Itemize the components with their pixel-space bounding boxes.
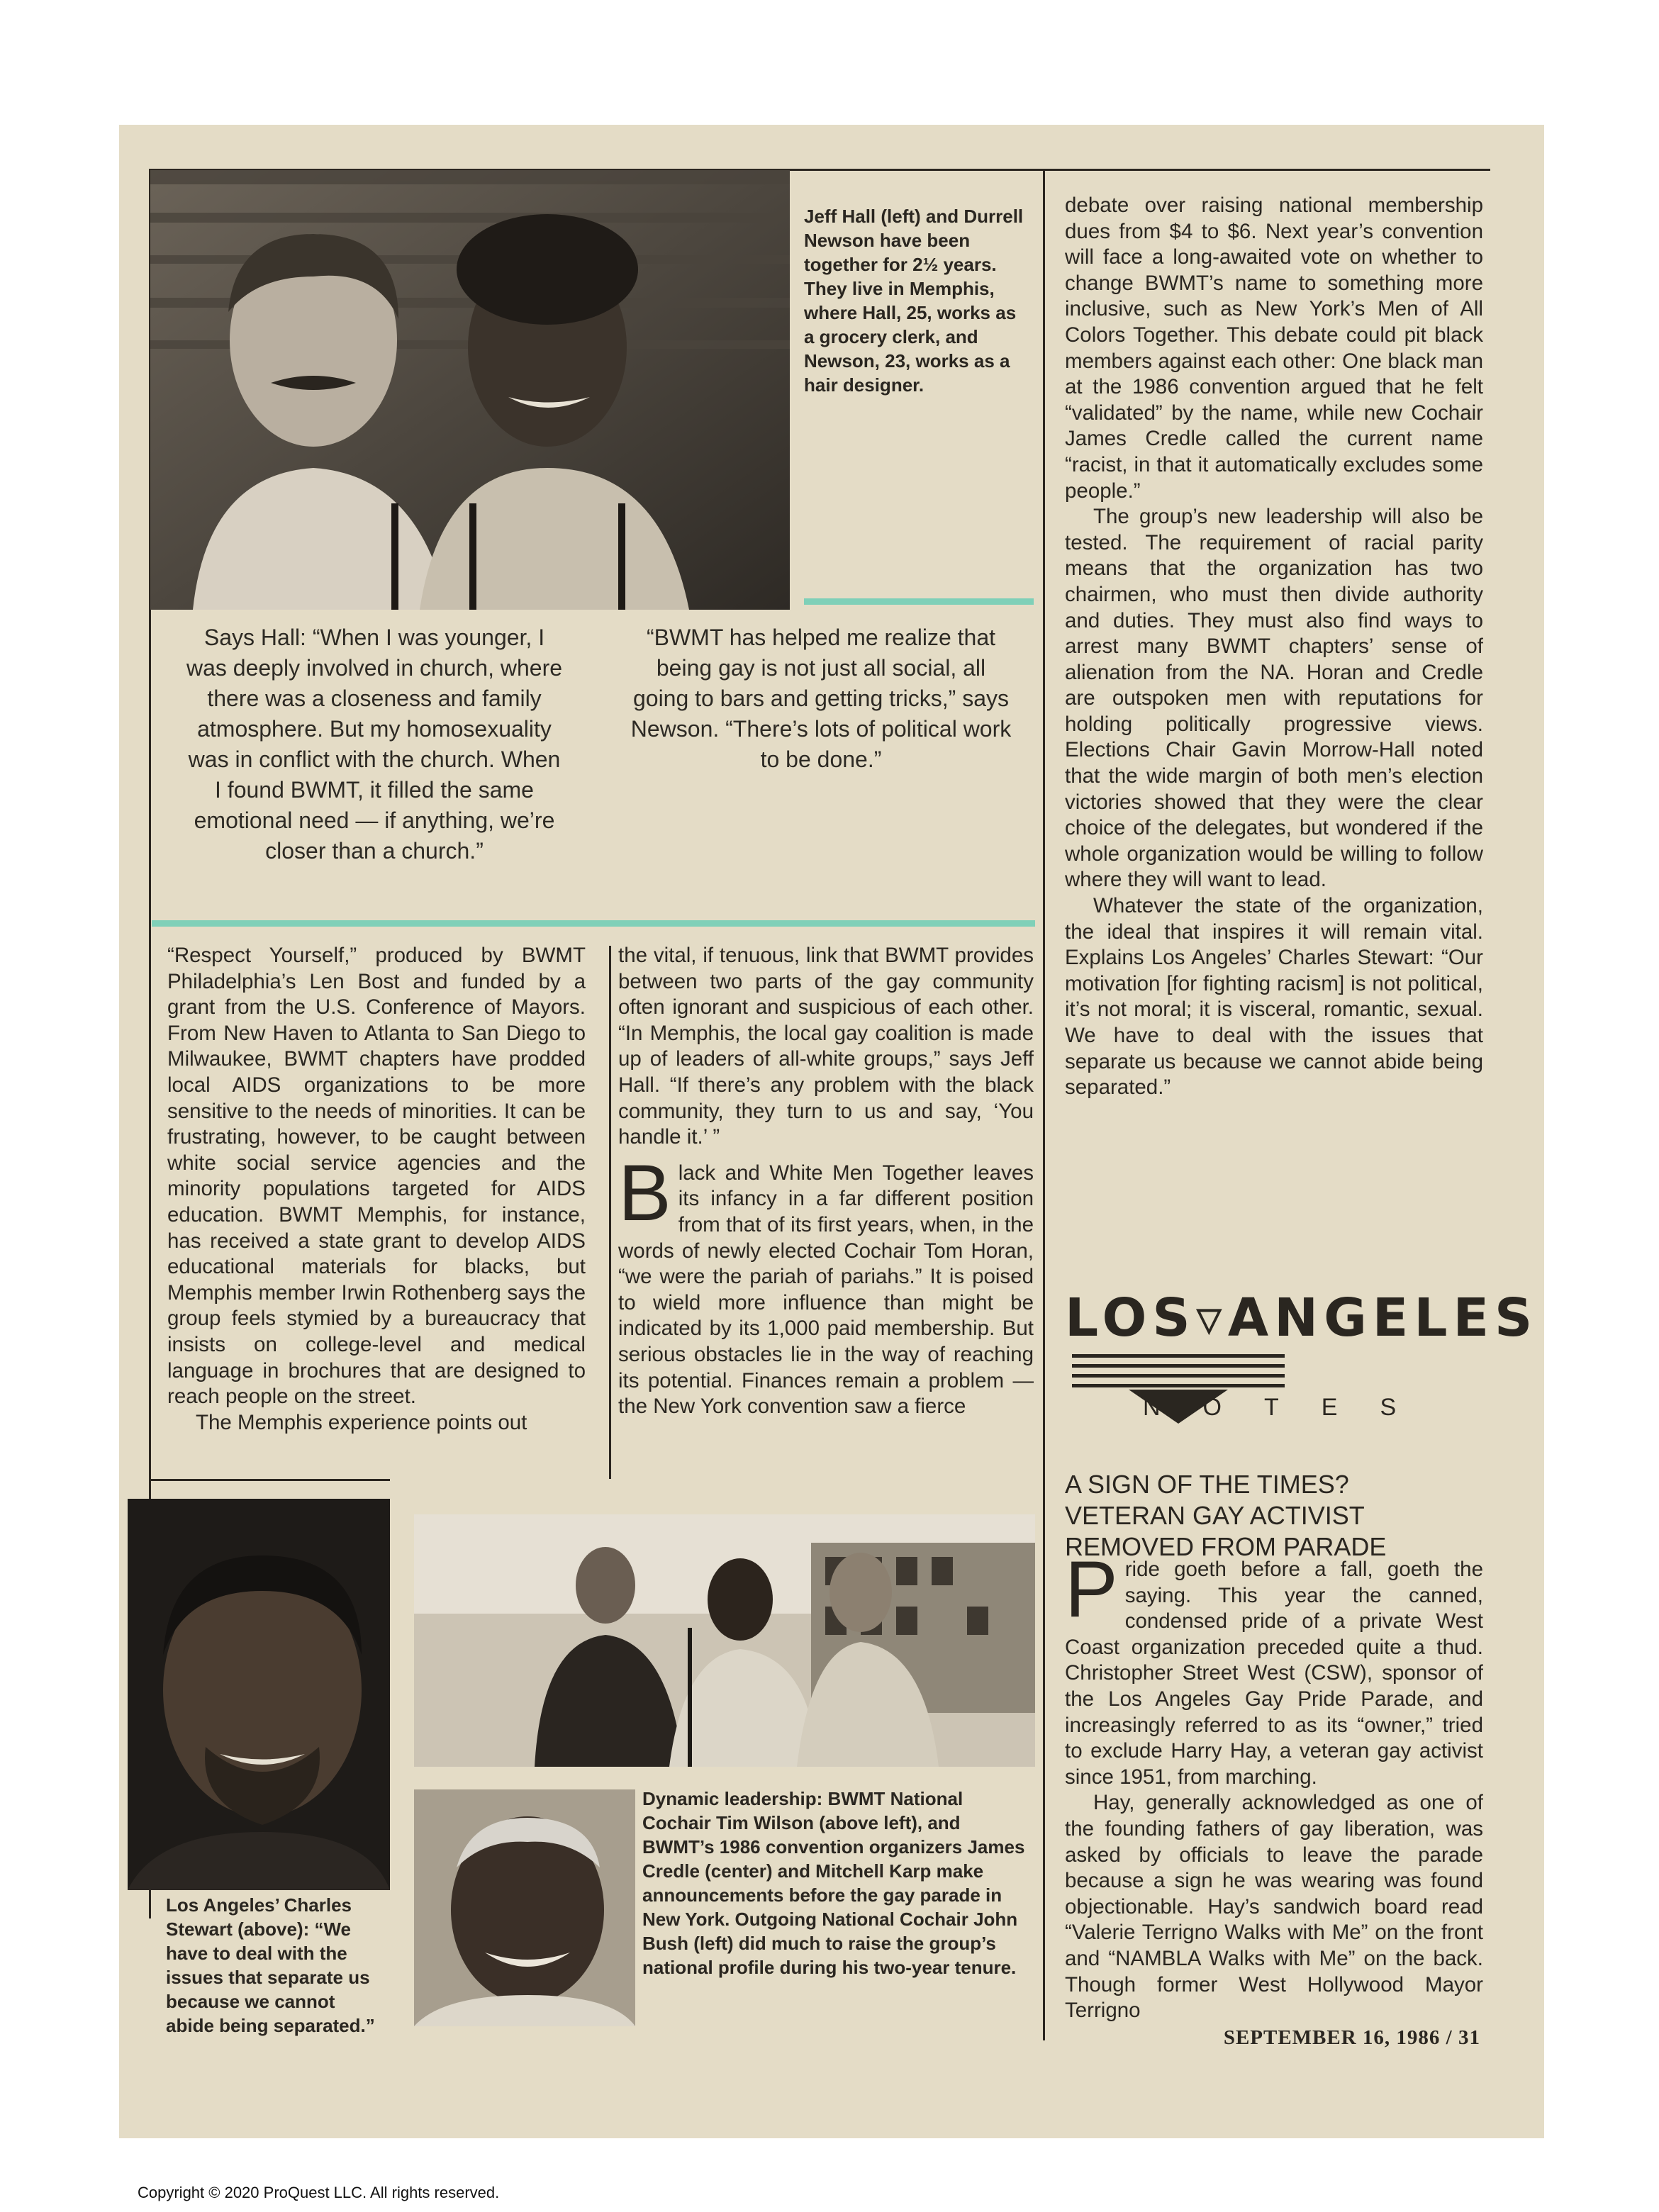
la-notes-headline: A SIGN OF THE TIMES? VETERAN GAY ACTIVIST REMOVED FROM PARADE [1065,1470,1387,1561]
parade-photo [414,1514,1035,1767]
pull-quote-newson: “BWMT has helped me realize that being gay is not just all social, all going to bars and getting tricks,” says Newson. “There’s lots of political work to be done.” [630,625,1012,772]
top-photo-caption: Jeff Hall (left) and Durrell Newson have been together for 2½ years. They live in Memphis, where Hall, 25, works as a grocery clerk, and Newson, 23, works as a hair designer. [804,206,1024,396]
photo-rule [149,1479,390,1481]
accent-rule-short [804,598,1034,605]
column-three-top-text: debate over raising national membership dues from $4 to $6. Next year’s convention will face a long-awaited vote on whether to change BWMT’s name to something more inclusive, such as New York’s Men of All Colors Together. This debate could pit black members against each other: One black man at the 1986 convention argued that he felt “validated” by the name, while new Cochair James Credle called the current name “racist, in that it automatically excludes some people.” The group’s new leadership will also be tested. The requirement of racial parity means that the organization has two chairmen, who must then divide authority and duties. They must also find ways to arrest many BWMT chapters’ sense of alienation from the NA. Horan and Credle are outspoken men with reputations for holding politically progressive views. Elections Chair Gavin Morrow-Hall noted that the wide margin of both men’s election victories showed that they were the clear choice of the delegates, but wondered if the whole organization would be willing to follow where they will want to lead. Whatever the state of the organization, the ideal that inspires it will remain vital. Explains Los Angeles’ Charles Stewart: “Our motivation [for fighting racism] is not political, it’s not moral; it is visceral, romantic, sexual. We have to deal with the issues that separate us because we cannot abide being separated.” [1065,194,1483,1100]
accent-rule-long [152,920,1035,927]
los-angeles-logo-subtitle: NOTES [1143,1394,1439,1421]
la-notes-text: Pride goeth before a fall, goeth the saying. This year the canned, condensed pride of a private West Coast organization preceded quite a thud. Christopher Street West (CSW), sponsor of the Los Angeles Gay Pride Parade, and increasingly referred to as its “owner,” tried to exclude Harry Hay, a veteran gay activist since 1951, from marching. Hay, generally acknowledged as one of the founding fathers of gay liberation, was asked by officials to leave the parade because a sign he was wearing was found objectionable. Hay’s sandwich board read “Valerie Terrigno Walks with Me” on the front and “NAMBLA Walks with Me” on the back. Though former West Hollywood Mayor Terrigno [1065,1545,1483,2023]
column-two-text: the vital, if tenuous, link that BWMT provides between two parts of the gay community often ignorant and suspicious of each other. “In Memphis, the local gay coalition is made up of leaders of all-white groups,” says Jeff Hall. “If there’s any problem with the black community, they turn to us and say, ‘You handle it.’ ” Black and White Men Together leaves its infancy in a far different position from that of its first years, when, in the words of newly elected Cochair Tom Horan, “we were the pariah of pariahs.” It is poised to wield more influence than might be indicated by its 1,000 paid membership. But serious obstacles lie in the way of reaching its potential. Finances remain a problem — the New York convention saw a fierce [618,944,1034,1419]
column-one-text: “Respect Yourself,” produced by BWMT Philadelphia’s Len Bost and funded by a grant from the U.S. Conference of Mayors. From New Haven to Atlanta to San Diego to Milwaukee, BWMT chapters have prodded local AIDS organizations to be more sensitive to the needs of minorities. It can be frustrating, however, to be caught between white social service agencies and the minority populations targeted for AIDS education. BWMT Memphis, for instance, has received a state grant to develop AIDS educational materials for blacks, but Memphis member Irwin Rothenberg says the group feels stymied by a bureaucracy that insists on college-level and medical language in brochures that are designed to reach people on the street. The Memphis experience points out [167,944,586,1434]
los-angeles-notes-logo [1065,1287,1538,1429]
bush-photo [414,1789,635,2026]
leadership-caption: Dynamic leadership: BWMT National Cochair Tim Wilson (above left), and BWMT’s 1986 convention organizers James Credle (center) and Mitchell Karp make announcements before the gay parade in New York. Outgoing National Cochair John Bush (left) did much to raise the group’s national profile during his two-year tenure. [642,1788,1025,1978]
drop-cap-b: B [618,1148,671,1237]
stewart-caption: Los Angeles’ Charles Stewart (above): “We have to deal with the issues that separate us because we cannot abide being separated.” [166,1894,375,2036]
stewart-photo [128,1499,390,1890]
copyright-notice: Copyright © 2020 ProQuest LLC. All rights reserved. [138,2184,500,2201]
los-angeles-logo-title: LOS▿ANGELES [1065,1287,1538,1348]
page-folio: SEPTEMBER 16, 1986 / 31 [1223,2026,1480,2049]
top-photo [150,170,790,610]
pull-quote-hall: Says Hall: “When I was younger, I was deeply involved in church, where there was a closeness and family atmosphere. But my homosexuality was in conflict with the church. When I found BWMT, it filled the same emotional need — if anything, we’re closer than a church.” [186,625,563,864]
drop-cap-p: P [1065,1545,1118,1633]
column-rule-2 [1043,169,1045,2040]
column-rule-1 [609,946,611,1479]
